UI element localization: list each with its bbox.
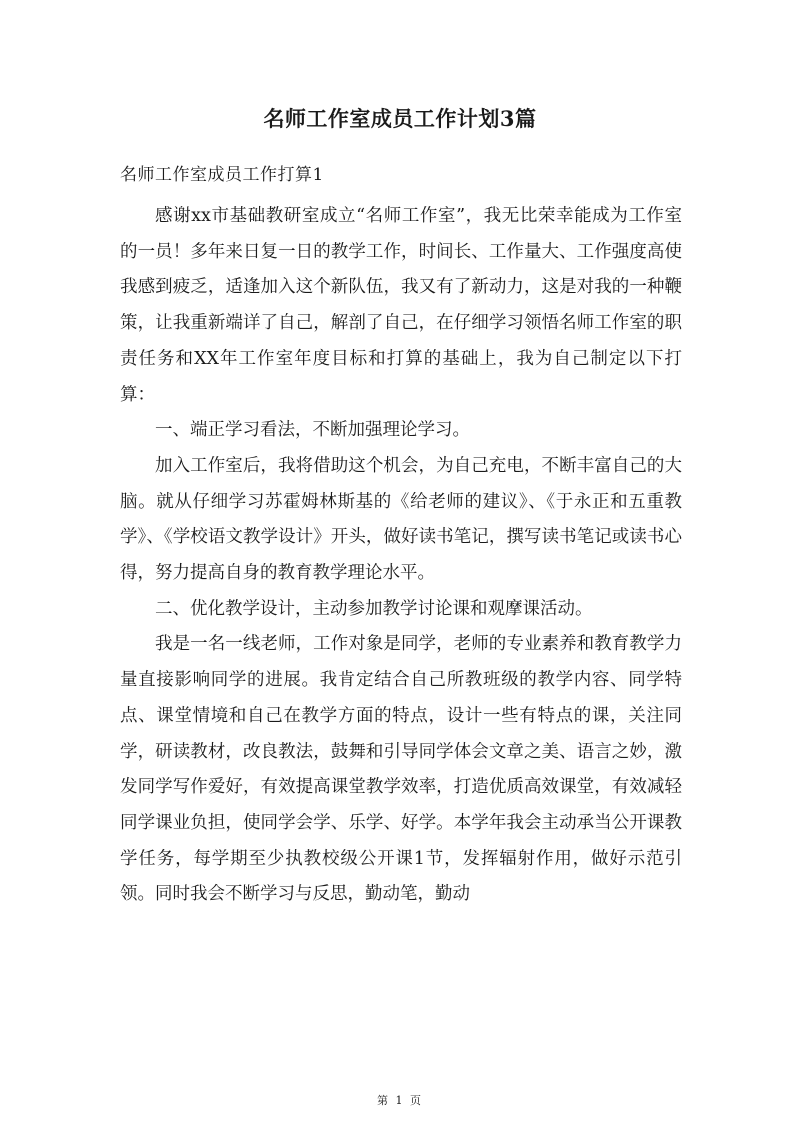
paragraph-heading-2: 二、优化教学设计，主动参加教学讨论课和观摩课活动。 bbox=[155, 598, 593, 619]
section-heading: 名师工作室成员工作打算1 bbox=[120, 165, 324, 185]
paragraph-teaching: 我是一名一线老师，工作对象是同学，老师的专业素养和教育教学力量直接影响同学的进展。我肯定结合自己所教班级的教学内容、同学特点、课堂情境和自己在教学方面的特点，设计一些有特点的课，关注同学，研读教材，改良教法，鼓舞和引导同学体会文章之美、语言之妙，激发同学写作爱好，有效提高课堂教学效率，打造优质高效课堂，有效减轻同学课业负担，使同学会学、乐学、好学。本学年我会主动承当公开课教学任务，每学期至少执教校级公开课1节，发挥辐射作用，做好示范引领。同时我会不断学习与反思，勤动笔，勤动 bbox=[120, 634, 682, 905]
page-number: 第 1 页 bbox=[377, 1094, 423, 1107]
paragraph-heading-1: 一、端正学习看法，不断加强理论学习。 bbox=[155, 420, 470, 441]
paragraph-study: 加入工作室后，我将借助这个机会，为自己充电，不断丰富自己的大脑。就从仔细学习苏霍姆林斯基的《给老师的建议》、《于永正和五重教学》、《学校语文教学设计》开头，做好读书笔记，撰写读书笔记或读书心得，努力提高自身的教育教学理论水平。 bbox=[120, 455, 682, 584]
paragraph-intro: 感谢xx市基础教研室成立“名师工作室”，我无比荣幸能成为工作室的一员！多年来日复一日的教学工作，时间长、工作量大、工作强度高使我感到疲乏，适逢加入这个新队伍，我又有了新动力，这是对我的一种鞭策，让我重新端详了自己，解剖了自己，在仔细学习领悟名师工作室的职责任务和XX年工作室年度目标和打算的基础上，我为自己制定以下打算： bbox=[120, 206, 682, 405]
document-title: 名师工作室成员工作计划3篇 bbox=[263, 106, 537, 131]
document-body bbox=[120, 199, 682, 913]
